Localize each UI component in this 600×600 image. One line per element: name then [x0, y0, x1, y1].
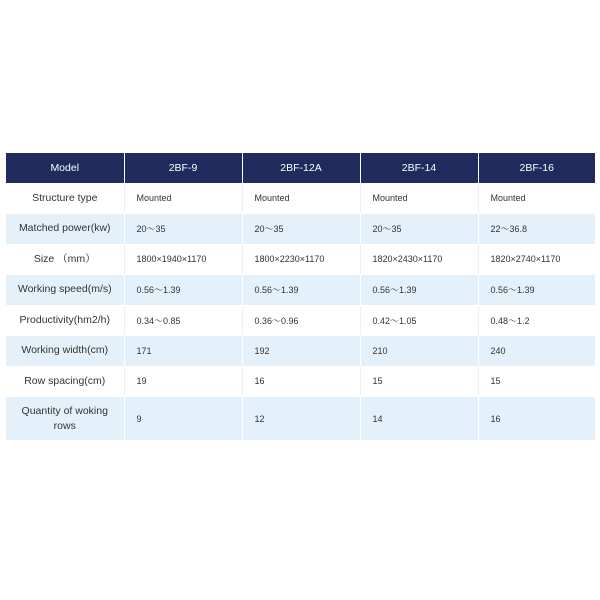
- header-2bf-9: 2BF-9: [124, 153, 242, 183]
- header-2bf-12a: 2BF-12A: [242, 153, 360, 183]
- table-cell: 0.48～1.2: [478, 305, 595, 336]
- table-cell: Mounted: [242, 183, 360, 214]
- table-cell: 1820×2740×1170: [478, 244, 595, 275]
- row-label: Working speed(m/s): [6, 275, 124, 306]
- header-2bf-14: 2BF-14: [360, 153, 478, 183]
- row-label: Quantity of woking rows: [6, 397, 124, 441]
- table-cell: 171: [124, 336, 242, 367]
- row-label: Size （mm）: [6, 244, 124, 275]
- table-cell: 15: [360, 366, 478, 397]
- header-2bf-16: 2BF-16: [478, 153, 595, 183]
- table-row: [6, 305, 595, 336]
- row-label: Structure type: [6, 183, 124, 214]
- table-cell: 12: [242, 397, 360, 441]
- table-cell: 16: [242, 366, 360, 397]
- table-row: [6, 397, 595, 441]
- spec-table: [6, 153, 595, 441]
- table-cell: 16: [478, 397, 595, 441]
- table-cell: 210: [360, 336, 478, 367]
- table-cell: 0.56～1.39: [360, 275, 478, 306]
- table-cell: 0.56～1.39: [242, 275, 360, 306]
- table-cell: 0.42～1.05: [360, 305, 478, 336]
- table-cell: 20～35: [124, 214, 242, 245]
- table-cell: 15: [478, 366, 595, 397]
- row-label: Working width(cm): [6, 336, 124, 367]
- row-label: Matched power(kw): [6, 214, 124, 245]
- table-cell: 9: [124, 397, 242, 441]
- table-cell: 192: [242, 336, 360, 367]
- table-cell: Mounted: [124, 183, 242, 214]
- row-label: Productivity(hm2/h): [6, 305, 124, 336]
- table-cell: 20～35: [242, 214, 360, 245]
- table-header-row: [6, 153, 595, 183]
- table-row: [6, 183, 595, 214]
- table-cell: 0.56～1.39: [478, 275, 595, 306]
- table-cell: 0.56～1.39: [124, 275, 242, 306]
- table-cell: 14: [360, 397, 478, 441]
- table-cell: 19: [124, 366, 242, 397]
- table-row: [6, 275, 595, 306]
- row-label: Row spacing(cm): [6, 366, 124, 397]
- table-cell: 1800×2230×1170: [242, 244, 360, 275]
- table-row: [6, 214, 595, 245]
- table-cell: Mounted: [478, 183, 595, 214]
- table-cell: 20～35: [360, 214, 478, 245]
- table-row: [6, 336, 595, 367]
- table-cell: 1820×2430×1170: [360, 244, 478, 275]
- table-cell: 1800×1940×1170: [124, 244, 242, 275]
- table-row: [6, 244, 595, 275]
- table-cell: 0.36～0.96: [242, 305, 360, 336]
- table-cell: Mounted: [360, 183, 478, 214]
- table-row: [6, 366, 595, 397]
- table-cell: 240: [478, 336, 595, 367]
- spec-table-container: [6, 153, 595, 441]
- table-cell: 22～36.8: [478, 214, 595, 245]
- table-cell: 0.34～0.85: [124, 305, 242, 336]
- header-model: Model: [6, 153, 124, 183]
